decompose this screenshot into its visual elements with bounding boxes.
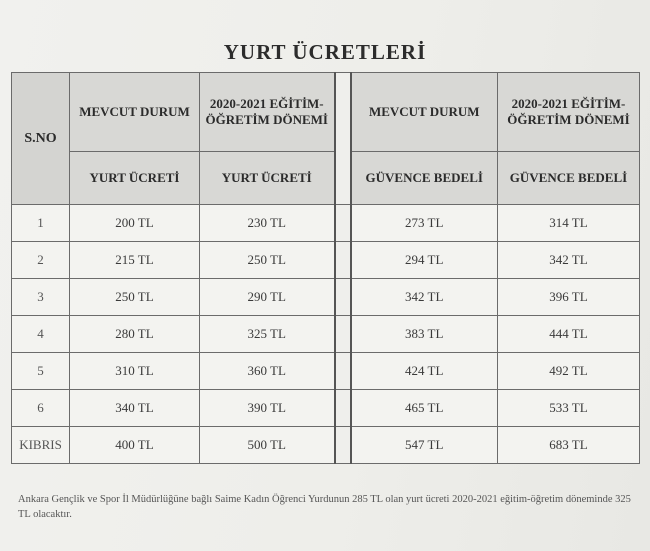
- yurt-yeni-cell: 230 TL: [200, 205, 335, 242]
- yurt-yeni-cell: 390 TL: [200, 390, 335, 427]
- gap-cell: [335, 353, 351, 390]
- header-row-top: [12, 73, 640, 152]
- guvence-yeni-cell: 533 TL: [498, 390, 640, 427]
- mevcut-durum-header-1: MEVCUT DURUM: [70, 73, 200, 152]
- sno-header: S.NO: [12, 73, 70, 205]
- yurt-mevcut-cell: 340 TL: [70, 390, 200, 427]
- guvence-mevcut-cell: 273 TL: [351, 205, 498, 242]
- guvence-mevcut-cell: 294 TL: [351, 242, 498, 279]
- table-row: [12, 390, 640, 427]
- sno-cell: 3: [12, 279, 70, 316]
- table-row: [12, 279, 640, 316]
- yurt-yeni-cell: 325 TL: [200, 316, 335, 353]
- guvence-yeni-cell: 492 TL: [498, 353, 640, 390]
- yurt-yeni-cell: 500 TL: [200, 427, 335, 464]
- yurt-mevcut-cell: 250 TL: [70, 279, 200, 316]
- header-row-bottom: [12, 152, 640, 205]
- sno-cell: KIBRIS: [12, 427, 70, 464]
- guvence-mevcut-cell: 465 TL: [351, 390, 498, 427]
- yurt-mevcut-cell: 215 TL: [70, 242, 200, 279]
- yurt-yeni-cell: 250 TL: [200, 242, 335, 279]
- guvence-bedeli-header-2: GÜVENCE BEDELİ: [498, 152, 640, 205]
- yurt-ucreti-header-1: YURT ÜCRETİ: [70, 152, 200, 205]
- guvence-yeni-cell: 314 TL: [498, 205, 640, 242]
- guvence-mevcut-cell: 424 TL: [351, 353, 498, 390]
- sno-cell: 4: [12, 316, 70, 353]
- sno-cell: 6: [12, 390, 70, 427]
- sno-cell: 1: [12, 205, 70, 242]
- table-row: [12, 353, 640, 390]
- sno-cell: 2: [12, 242, 70, 279]
- gap-cell: [335, 427, 351, 464]
- yurt-mevcut-cell: 280 TL: [70, 316, 200, 353]
- fee-table: [11, 72, 640, 464]
- yurt-mevcut-cell: 400 TL: [70, 427, 200, 464]
- guvence-mevcut-cell: 547 TL: [351, 427, 498, 464]
- gap-cell: [335, 279, 351, 316]
- table-row: [12, 316, 640, 353]
- yurt-yeni-cell: 290 TL: [200, 279, 335, 316]
- yurt-yeni-cell: 360 TL: [200, 353, 335, 390]
- gap-cell: [335, 390, 351, 427]
- document-title: YURT ÜCRETLERİ: [223, 40, 427, 64]
- guvence-mevcut-cell: 342 TL: [351, 279, 498, 316]
- donemi-header-1: 2020-2021 EĞİTİM-ÖĞRETİM DÖNEMİ: [200, 73, 335, 152]
- column-gap: [335, 73, 351, 205]
- footnote: Ankara Gençlik ve Spor İl Müdürlüğüne bağlı Saime Kadın Öğrenci Yurdunun 285 TL olan yurt ücreti 2020-2021 eğitim-öğretim döneminde 325 TL olacaktır.: [18, 494, 631, 520]
- yurt-mevcut-cell: 310 TL: [70, 353, 200, 390]
- gap-cell: [335, 242, 351, 279]
- mevcut-durum-header-2: MEVCUT DURUM: [351, 73, 498, 152]
- guvence-bedeli-header-1: GÜVENCE BEDELİ: [351, 152, 498, 205]
- guvence-yeni-cell: 683 TL: [498, 427, 640, 464]
- table-row: [12, 427, 640, 464]
- yurt-ucreti-header-2: YURT ÜCRETİ: [200, 152, 335, 205]
- guvence-yeni-cell: 444 TL: [498, 316, 640, 353]
- yurt-mevcut-cell: 200 TL: [70, 205, 200, 242]
- sno-cell: 5: [12, 353, 70, 390]
- gap-cell: [335, 205, 351, 242]
- guvence-yeni-cell: 342 TL: [498, 242, 640, 279]
- donemi-header-2: 2020-2021 EĞİTİM-ÖĞRETİM DÖNEMİ: [498, 73, 640, 152]
- table-row: [12, 242, 640, 279]
- gap-cell: [335, 316, 351, 353]
- guvence-mevcut-cell: 383 TL: [351, 316, 498, 353]
- table-row: [12, 205, 640, 242]
- guvence-yeni-cell: 396 TL: [498, 279, 640, 316]
